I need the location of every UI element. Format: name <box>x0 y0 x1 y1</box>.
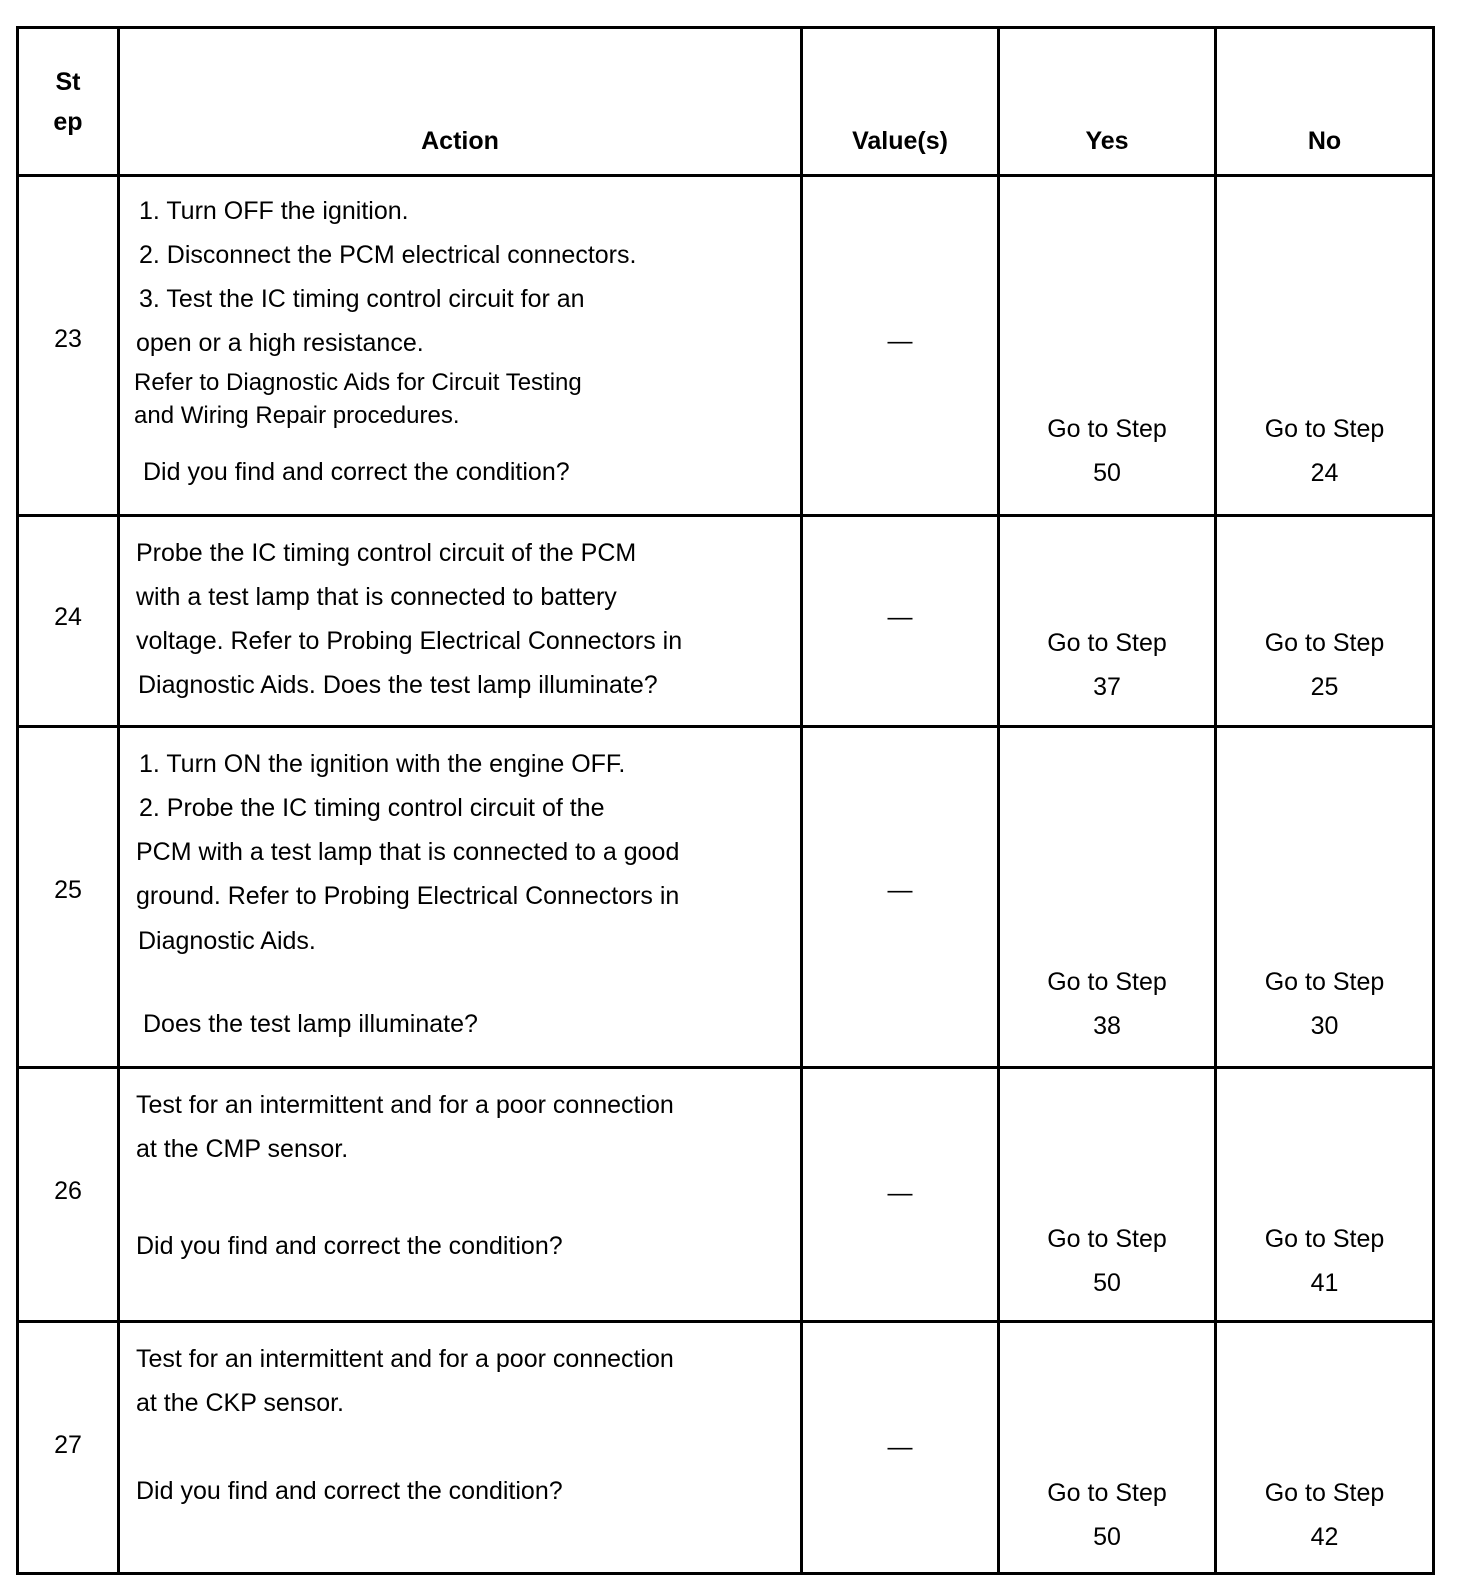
action-line: 1. Turn ON the ignition with the engine OFF. <box>139 750 626 779</box>
goto-step: 50 <box>1093 459 1121 487</box>
goto-step: 50 <box>1093 1268 1121 1297</box>
yes-cell <box>999 176 1216 516</box>
goto-label: Go to Step <box>1264 968 1385 997</box>
action-line: voltage. Refer to Probing Electrical Connectors in <box>136 627 683 656</box>
yes-cell <box>999 516 1216 727</box>
table-row <box>18 516 1434 727</box>
action-line: Test for an intermittent and for a poor connection <box>136 1090 674 1119</box>
action-line: at the CMP sensor. <box>136 1134 349 1163</box>
diagnostic-table <box>16 26 1435 1575</box>
value-cell <box>802 1322 999 1574</box>
step-number: 27 <box>54 1431 82 1460</box>
step-cell <box>18 1322 119 1574</box>
values-header: Value(s) <box>802 28 999 176</box>
step-number: 26 <box>54 1176 82 1205</box>
value-dash: — <box>887 1433 913 1462</box>
goto-step: 30 <box>1310 1012 1339 1041</box>
action-cell <box>119 1322 802 1574</box>
goto-label: Go to Step <box>1264 1479 1385 1508</box>
value-cell <box>802 516 999 727</box>
action-line: open or a high resistance. <box>136 329 424 357</box>
action-line: 2. Probe the IC timing control circuit of the <box>139 794 605 823</box>
no-cell <box>1216 1322 1434 1574</box>
value-dash: — <box>887 603 913 632</box>
goto-step: 24 <box>1310 459 1339 487</box>
action-line: Probe the IC timing control circuit of the PCM <box>136 539 637 568</box>
action-line: 1. Turn OFF the ignition. <box>139 197 409 225</box>
action-line: 3. Test the IC timing control circuit for an <box>139 285 585 313</box>
action-cell <box>119 727 802 1067</box>
goto-label: Go to Step <box>1047 1224 1167 1253</box>
action-cell <box>119 1067 802 1322</box>
goto-step: 38 <box>1093 1012 1121 1041</box>
action-line: Test for an intermittent and for a poor connection <box>136 1345 674 1374</box>
step-number: 23 <box>54 325 82 353</box>
value-dash: — <box>887 876 913 905</box>
goto-step: 25 <box>1310 673 1339 702</box>
header-row <box>18 28 1434 176</box>
goto-label: Go to Step <box>1047 1479 1167 1508</box>
value-cell <box>802 176 999 516</box>
goto-step: 42 <box>1310 1523 1339 1552</box>
action-line: Refer to Diagnostic Aids for Circuit Testing <box>134 369 582 396</box>
step-cell <box>18 516 119 727</box>
no-cell <box>1216 176 1434 516</box>
no-cell <box>1216 1067 1434 1322</box>
table-row <box>18 727 1434 1067</box>
no-header: No <box>1216 28 1434 176</box>
value-cell <box>802 1067 999 1322</box>
action-line: Did you find and correct the condition? <box>143 458 570 486</box>
yes-cell <box>999 1322 1216 1574</box>
step-number: 25 <box>54 876 82 905</box>
value-dash: — <box>887 1178 913 1207</box>
step-cell <box>18 727 119 1067</box>
step-header <box>18 28 119 176</box>
goto-step: 41 <box>1310 1268 1339 1297</box>
action-line: ground. Refer to Probing Electrical Connectors in <box>136 882 680 911</box>
goto-label: Go to Step <box>1264 629 1385 658</box>
no-cell <box>1216 727 1434 1067</box>
action-line: Does the test lamp illuminate? <box>143 1010 478 1039</box>
action-line: Diagnostic Aids. Does the test lamp illuminate? <box>138 671 658 700</box>
yes-cell <box>999 1067 1216 1322</box>
action-line: Diagnostic Aids. <box>138 927 316 956</box>
action-cell <box>119 176 802 516</box>
goto-step: 37 <box>1093 673 1121 702</box>
action-line: with a test lamp that is connected to battery <box>136 583 617 612</box>
action-line: and Wiring Repair procedures. <box>134 402 460 429</box>
step-header-line1: St <box>55 67 81 96</box>
action-line: PCM with a test lamp that is connected to a good <box>136 838 680 867</box>
action-cell <box>119 516 802 727</box>
goto-label: Go to Step <box>1047 415 1167 443</box>
yes-header: Yes <box>999 28 1216 176</box>
action-line: Did you find and correct the condition? <box>136 1231 563 1260</box>
table-row <box>18 1067 1434 1322</box>
goto-label: Go to Step <box>1264 1224 1385 1253</box>
action-header: Action <box>119 28 802 176</box>
goto-step: 50 <box>1093 1523 1121 1552</box>
goto-label: Go to Step <box>1047 968 1167 997</box>
step-cell <box>18 176 119 516</box>
action-line: at the CKP sensor. <box>136 1389 344 1418</box>
no-cell <box>1216 516 1434 727</box>
step-cell <box>18 1067 119 1322</box>
step-header-line2: ep <box>53 107 83 136</box>
value-dash: — <box>887 327 913 355</box>
goto-label: Go to Step <box>1047 629 1167 658</box>
table-row <box>18 1322 1434 1574</box>
value-cell <box>802 727 999 1067</box>
table-row <box>18 176 1434 516</box>
action-line: 2. Disconnect the PCM electrical connectors. <box>139 241 637 269</box>
goto-label: Go to Step <box>1264 415 1385 443</box>
action-line: Did you find and correct the condition? <box>136 1477 563 1506</box>
step-number: 24 <box>54 603 82 632</box>
yes-cell <box>999 727 1216 1067</box>
